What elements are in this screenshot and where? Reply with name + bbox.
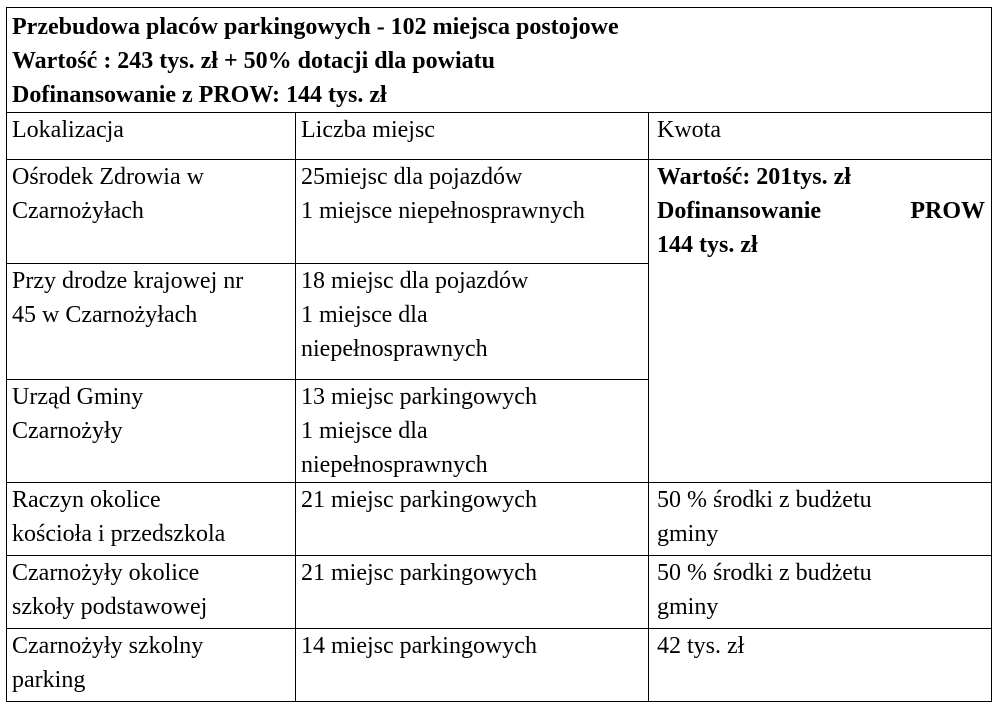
spaces-cell xyxy=(296,380,649,483)
table-row xyxy=(7,556,992,629)
location-line: Czarnożyły szkolny xyxy=(12,633,204,659)
table-row xyxy=(7,160,992,264)
spaces-line: 1 miejsce dla xyxy=(301,418,428,444)
merged-amount-funding-source: PROW xyxy=(910,198,986,224)
spaces-line: 1 miejsce niepełnosprawnych xyxy=(301,198,585,224)
spaces-line: 13 miejsc parkingowych xyxy=(301,384,537,410)
location-cell xyxy=(7,629,296,702)
spaces-line: niepełnosprawnych xyxy=(301,452,488,478)
column-header-amount: Kwota xyxy=(649,113,992,160)
table-row xyxy=(7,483,992,556)
location-line: Przy drodze krajowej nr xyxy=(12,268,244,294)
location-cell xyxy=(7,556,296,629)
column-header-location: Lokalizacja xyxy=(7,113,296,160)
amount-line: 50 % środki z budżetu xyxy=(657,487,872,513)
location-cell xyxy=(7,483,296,556)
project-title: Przebudowa placów parkingowych - 102 miejsca postojowe xyxy=(12,14,619,40)
spaces-cell xyxy=(296,483,649,556)
location-cell xyxy=(7,264,296,380)
spaces-cell xyxy=(296,264,649,380)
merged-amount-funding xyxy=(657,194,985,228)
spaces-cell xyxy=(296,629,649,702)
amount-line: gminy xyxy=(657,594,719,620)
location-line: Czarnożyły okolice xyxy=(12,560,200,586)
spaces-line: 18 miejsc dla pojazdów xyxy=(301,268,529,294)
spaces-line: 14 miejsc parkingowych xyxy=(301,633,537,659)
amount-cell xyxy=(649,483,992,556)
project-value: Wartość : 243 tys. zł + 50% dotacji dla powiatu xyxy=(12,48,495,74)
amount-line: 42 tys. zł xyxy=(657,633,745,659)
spaces-cell xyxy=(296,556,649,629)
location-line: Ośrodek Zdrowia w xyxy=(12,164,204,190)
merged-amount-value: Wartość: 201tys. zł xyxy=(657,164,851,190)
amount-cell xyxy=(649,629,992,702)
spaces-cell xyxy=(296,160,649,264)
column-header-row xyxy=(7,113,992,160)
amount-line: gminy xyxy=(657,521,719,547)
location-line: szkoły podstawowej xyxy=(12,594,208,620)
merged-amount-funding-label: Dofinansowanie xyxy=(657,198,822,224)
location-line: Raczyn okolice xyxy=(12,487,161,513)
spaces-line: 1 miejsce dla xyxy=(301,302,428,328)
location-line: kościoła i przedszkola xyxy=(12,521,226,547)
spaces-line: 21 miejsc parkingowych xyxy=(301,487,537,513)
column-header-spaces: Liczba miejsc xyxy=(296,113,649,160)
investment-table xyxy=(6,7,992,702)
location-line: Czarnożyły xyxy=(12,418,123,444)
amount-cell xyxy=(649,556,992,629)
table-row xyxy=(7,629,992,702)
location-line: parking xyxy=(12,667,86,693)
merged-amount-cell xyxy=(649,160,992,483)
location-line: Urząd Gminy xyxy=(12,384,144,410)
location-line: Czarnożyłach xyxy=(12,198,144,224)
table-header-cell xyxy=(7,8,992,113)
project-funding: Dofinansowanie z PROW: 144 tys. zł xyxy=(12,82,387,108)
amount-line: 50 % środki z budżetu xyxy=(657,560,872,586)
location-cell xyxy=(7,380,296,483)
table-header-row xyxy=(7,8,992,113)
spaces-line: 25miejsc dla pojazdów xyxy=(301,164,523,190)
location-line: 45 w Czarnożyłach xyxy=(12,302,198,328)
spaces-line: 21 miejsc parkingowych xyxy=(301,560,537,586)
location-cell xyxy=(7,160,296,264)
merged-amount-total: 144 tys. zł xyxy=(657,232,758,258)
spaces-line: niepełnosprawnych xyxy=(301,336,488,362)
